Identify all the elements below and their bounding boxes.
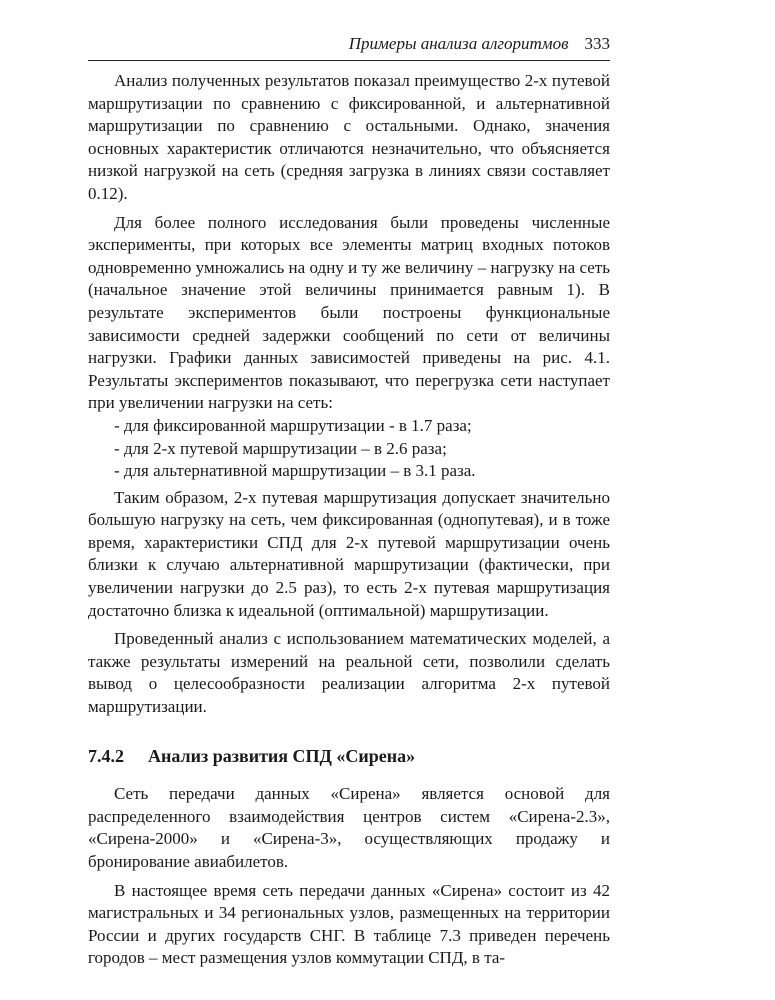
list-item: - для альтернативной маршрутизации – в 3.1 раза. xyxy=(114,461,476,481)
section-heading xyxy=(88,745,610,768)
paragraph: Проведенный анализ с использованием математических моделей, а также результаты измерений на реальной сети, позволили сделать вывод о целесообразности реализации алгоритма 2-х путевой маршрутизации. xyxy=(88,629,610,717)
list-item: - для фиксированной маршрутизации - в 1.7 раза; xyxy=(114,415,472,435)
paragraph: Таким образом, 2-х путевая маршрутизация допускает значительно большую нагрузку на сеть, чем фиксированная (однопутевая), и в тоже время, характеристики СПД для 2-х путевой маршрутизации очень близки к случаю альтернативной маршрутизации (фактически, при увеличении нагрузки до 2.5 раз), то есть 2-х путевая маршрутизация достаточно близка к идеальной (оптимальной) маршрутизации. xyxy=(88,487,610,620)
section-number: 7.4.2 xyxy=(88,745,124,766)
running-title: Примеры анализа алгоритмов xyxy=(348,34,569,53)
page-header xyxy=(88,34,610,61)
page-number: 333 xyxy=(584,34,610,53)
paragraph: Для более полного исследования были проведены численные эксперименты, при которых все элементы матриц входных потоков одновременно умножались на одну и ту же величину – нагрузку на сеть (начальное значение этой величины принимается равным 1). В результате экспериментов были построены функциональные зависимости средней задержки сообщений по сети от величины нагрузки. Графики данных зависимостей приведены на рис. 4.1. Результаты экспериментов показывают, что перегрузка сети наступает при увеличении нагрузки на сеть: xyxy=(88,212,610,413)
section-title: Анализ развития СПД «Сирена» xyxy=(148,745,416,766)
list-item: - для 2-х путевой маршрутизации – в 2.6 раза; xyxy=(114,438,447,458)
page-body xyxy=(88,70,610,976)
paragraph: Сеть передачи данных «Сирена» является основой для распределенного взаимодействия центров систем «Сирена-2.3», «Сирена-2000» и «Сирена-3», осуществляющих продажу и бронирование авиабилетов. xyxy=(88,784,610,871)
paragraph: В настоящее время сеть передачи данных «Сирена» состоит из 42 магистральных и 34 региональных узлов, размещенных на территории России и других государств СНГ. В таблице 7.3 приведен перечень городов – мест размещения узлов коммутации СПД, в та- xyxy=(88,880,610,968)
overload-list xyxy=(88,415,610,483)
paragraph: Анализ полученных результатов показал преимущество 2-х путевой маршрутизации по сравнению с фиксированной, и альтернативной маршрутизации по сравнению с остальными. Однако, значения основных характеристик отличаются незначительно, что объясняется низкой нагрузкой на сеть (средняя загрузка в линиях связи составляет 0.12). xyxy=(88,71,610,203)
